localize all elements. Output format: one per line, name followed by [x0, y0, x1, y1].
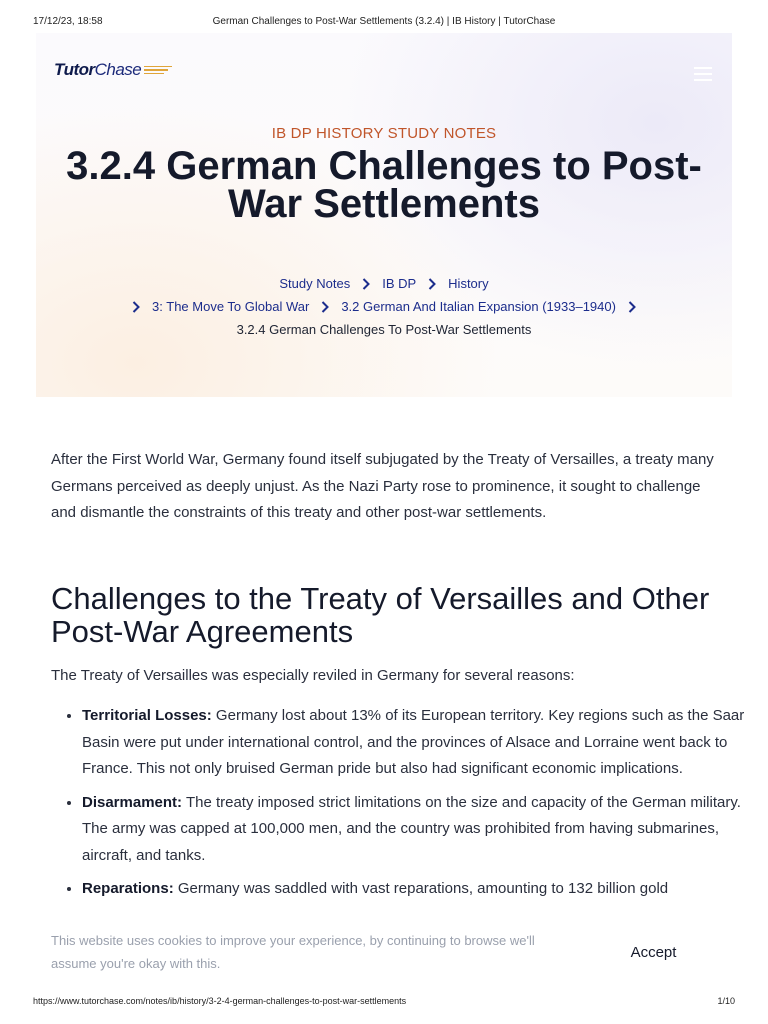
breadcrumb: [36, 276, 732, 291]
print-url: https://www.tutorchase.com/notes/ib/history/3-2-4-german-challenges-to-post-war-settlements: [33, 996, 407, 1006]
breadcrumb-section[interactable]: 3.2 German And Italian Expansion (1933–1940): [341, 299, 616, 314]
logo-word-tutor: Tutor: [54, 60, 95, 79]
breadcrumb-study-notes[interactable]: Study Notes: [279, 276, 351, 291]
section-heading: Challenges to the Treaty of Versailles and Other Post-War Agreements: [51, 581, 710, 649]
list-item-text: Germany lost about 13% of its European territory. Key regions such as the Saar Basin were put under international control, and the provinces of Alsace and Lorraine went back to France. This not only bruised German pride but also had significant economic implications.: [82, 707, 745, 777]
intro-paragraph: After the First World War, Germany found itself subjugated by the Treaty of Versailles, a treaty many Germans perceived as deeply unjust. As the Nazi Party rose to prominence, it sought to challenge and dismantle the constraints of this treaty and other post-war settlements.: [51, 451, 714, 521]
list-item: [82, 703, 752, 783]
breadcrumb-row-2: [36, 299, 732, 314]
hamburger-menu-icon[interactable]: [694, 67, 712, 85]
list-item-text: The treaty imposed strict limitations on the size and capacity of the German military. The army was capped at 100,000 men, and the country was prohibited from having submarines, aircraft, and tanks.: [82, 793, 741, 864]
list-item-term: Reparations:: [82, 880, 174, 897]
study-notes-kicker: IB DP HISTORY STUDY NOTES: [271, 125, 497, 142]
chevron-right-icon: [129, 300, 143, 314]
list-item-text: Germany was saddled with vast reparations, amounting to 132 billion gold: [173, 880, 669, 897]
tutorchase-logo[interactable]: [54, 60, 172, 80]
chevron-right-icon: [318, 300, 332, 314]
list-item: [82, 876, 752, 903]
breadcrumb-chapter[interactable]: 3: The Move To Global War: [152, 299, 310, 314]
print-footer: [0, 996, 768, 1010]
cookie-message: This website uses cookies to improve your experience, by continuing to browse we'll assume you're okay with this.: [51, 933, 535, 971]
list-item-term: Territorial Losses:: [82, 707, 212, 724]
page-title: 3.2.4 German Challenges to Post-War Settlements: [66, 144, 702, 226]
chevron-right-icon: [359, 277, 373, 291]
print-page-title: German Challenges to Post-War Settlements (3.2.4) | IB History | TutorChase: [212, 16, 556, 27]
hero-banner: [36, 33, 732, 397]
logo-word-chase: Chase: [94, 60, 142, 79]
lead-paragraph: The Treaty of Versailles was especially reviled in Germany for several reasons:: [51, 667, 575, 684]
cookie-banner: [36, 922, 732, 984]
accept-cookies-button[interactable]: Accept: [611, 940, 696, 964]
breadcrumb-row-3: [36, 322, 732, 337]
print-header: [0, 14, 768, 30]
print-datetime: 17/12/23, 18:58: [33, 16, 103, 27]
breadcrumb-ib-dp[interactable]: IB DP: [382, 276, 417, 291]
logo-speed-lines-icon: [144, 66, 172, 75]
breadcrumb-history[interactable]: History: [448, 276, 489, 291]
chevron-right-icon: [625, 300, 639, 314]
list-item-term: Disarmament:: [82, 793, 183, 811]
reasons-list: [51, 703, 752, 910]
chevron-right-icon: [425, 277, 439, 291]
list-item: [82, 790, 752, 870]
breadcrumb-current: 3.2.4 German Challenges To Post-War Settlements: [236, 322, 532, 337]
print-page-number: 1/10: [717, 996, 735, 1006]
